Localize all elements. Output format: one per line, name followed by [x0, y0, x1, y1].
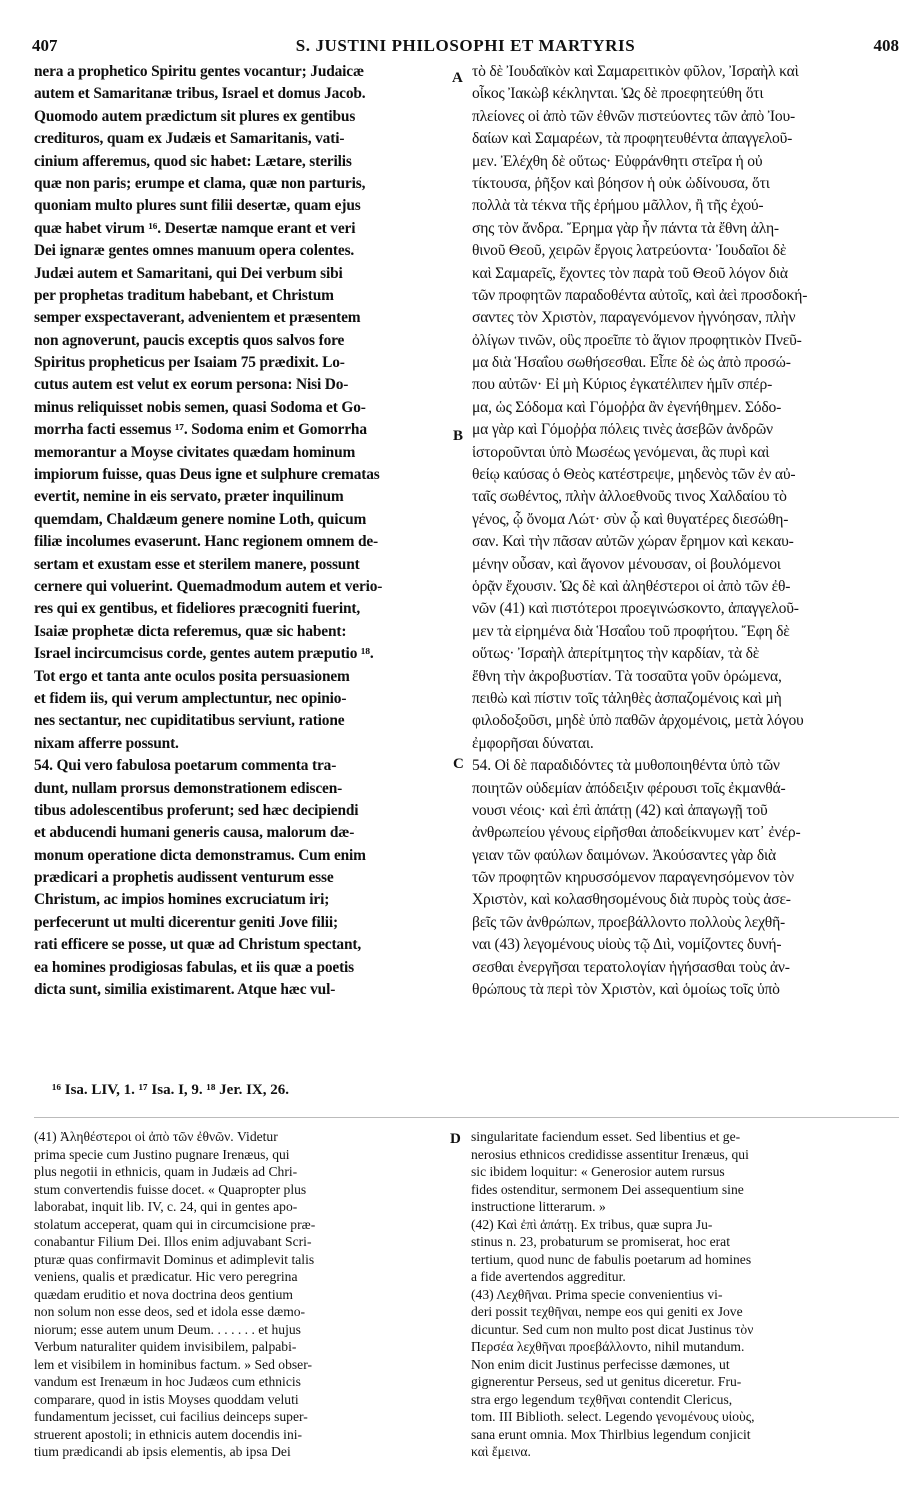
- note-line: fundamentum jecisset, cui facilius deinceps super-: [34, 1409, 308, 1424]
- greek-text-line: πλείονες οἱ ἀπὸ τῶν ἐθνῶν πιστεύοντες τῶν ἀπὸ Ἰου-: [472, 107, 796, 125]
- greek-text-line: νουσι νέοις· καὶ ἐπὶ ἀπάτῃ (42) καὶ ἀπαγωγῇ τοῦ: [472, 801, 768, 819]
- greek-text-line: ὁρᾷν ἔχουσιν. Ὡς δὲ καὶ ἀληθέστεροι οἱ ἀπὸ τῶν ἐθ-: [472, 577, 791, 595]
- note-line: Verbum naturaliter quidem invisibilem, palpabi-: [34, 1339, 297, 1354]
- latin-text-line: quemdam, Chaldæum genere nomine Loth, quicum: [34, 510, 367, 528]
- note-line: sana erunt omnia. Mox Thirlbius legendum conjicit: [471, 1426, 751, 1442]
- note-line: vandum est Irenæum in hoc Judæos cum ethnicis: [34, 1374, 301, 1389]
- latin-text-line: nixam afferre possunt.: [34, 734, 179, 752]
- note-line: a fide avertendos aggreditur.: [471, 1269, 626, 1284]
- greek-text-line: 54. Οἱ δὲ παραδιδόντες τὰ μυθοποιηθέντα ὑπὸ τῶν: [472, 757, 780, 775]
- margin-letter-c: C: [453, 756, 464, 772]
- note-line: sic ibidem loquitur: « Generosior autem rursus: [471, 1164, 725, 1179]
- greek-text-line: οὕτως· Ἰσραὴλ ἀπερίτμητος τὴν καρδίαν, τὰ δὲ: [472, 645, 760, 663]
- note-line: καὶ ἔμεινα.: [471, 1444, 531, 1459]
- greek-text-line: ναι (43) λεγομένους υἱοὺς τῷ Διὶ, νομίζοντες δυνή-: [472, 936, 782, 954]
- note-line: dicuntur. Sed cum non multo post dicat Justinus τὸν: [471, 1321, 754, 1337]
- latin-text-line: evertit, nemine in eis servato, præter inquilinum: [34, 488, 344, 506]
- footnote-divider: [34, 1117, 899, 1118]
- latin-text-line: et abducendi humani generis causa, malorum dæ-: [34, 824, 355, 842]
- note-line: singularitate faciendum esset. Sed libentius et ge-: [471, 1129, 741, 1144]
- note-line: nerosius ethnicos credidisse assentitur Irenæus, qui: [471, 1146, 749, 1162]
- note-line: instructione litterarum. »: [471, 1199, 606, 1214]
- note-line: (43) Λεχθῆναι. Prima specie convenientius vi-: [471, 1286, 723, 1302]
- note-line: tium prædicandi ab ipsis elementis, ab ipsa Dei: [34, 1444, 291, 1459]
- greek-text-line: μα διὰ Ἡσαΐου σωθήσεσθαι. Εἶπε δὲ ὡς ἀπὸ προσώ-: [472, 354, 791, 372]
- greek-text-line: μεν. Ἐλέχθη δὲ οὕτως· Εὐφράνθητι στεῖρα ἡ οὐ: [472, 152, 763, 170]
- greek-text-line: θείῳ καύσας ὁ Θεὸς κατέστρεψε, μηδενὸς τῶν ἐν αὐ-: [472, 466, 796, 484]
- latin-text-line: minus reliquisset nobis semen, quasi Sodoma et Go-: [34, 398, 366, 416]
- greek-text-line: νῶν (41) καὶ πιστότεροι προεγινώσκοντο, ἀπαγγελοῦ-: [472, 600, 799, 618]
- latin-text-line: prædicari a prophetis audissent venturum esse: [34, 869, 334, 887]
- greek-text-line: ἀνθρωπείου γένους εἰρῆσθαι ἀποδείκνυμεν κατ᾽ ἐνέρ-: [472, 824, 801, 842]
- note-line: conabantur Filium Dei. Illos enim adjuvabant Scri-: [34, 1234, 312, 1249]
- greek-text-line: βεῖς τῶν ἀνθρώπων, προεβάλλοντο πολλοὺς λεχθῆ-: [472, 913, 786, 931]
- note-line: struerent apostoli; in ethnicis autem docendis ini-: [34, 1426, 303, 1442]
- latin-text-line: memorantur a Moyse civitates quædam hominum: [34, 443, 356, 461]
- greek-text-line: μα γὰρ καὶ Γόμοῤῥα πόλεις τινὲς ἀσεβῶν ἀνδρῶν: [472, 421, 773, 439]
- greek-text-line: ταῖς σωθέντος, πλὴν ἀλλοεθνοῦς τινος Χαλδαίου τὸ: [472, 488, 787, 506]
- note-line: Non enim dicit Justinus perfecisse dæmones, ut: [471, 1356, 730, 1372]
- latin-text-line: cinium afferemus, quod sic habet: Lætare, sterilis: [34, 152, 352, 170]
- latin-text-line: Christum, ac impios homines excruciatum iri;: [34, 891, 330, 909]
- latin-text-line: res qui ex gentibus, et fideliores præcogniti fuerint,: [34, 600, 361, 618]
- note-line: stinus n. 23, probaturum se promiserat, hoc erat: [471, 1234, 730, 1249]
- greek-text-line: θινοῦ Θεοῦ, χειρῶν ἔργοις λατρεύοντα· Ἰουδαῖοι δὲ: [472, 242, 787, 260]
- greek-text-line: καὶ Σαμαρεῖς, ἔχοντες τὸν παρὰ τοῦ Θεοῦ λόγον διὰ: [472, 264, 788, 282]
- latin-text-line: quæ non paris; erumpe et clama, quæ non parturis,: [34, 174, 366, 192]
- note-line: Περσέα λεχθῆναι προεβάλλοντο, nihil mutandum.: [471, 1339, 745, 1354]
- latin-text-line: Isaiæ prophetæ dicta referemus, quæ sic habent:: [34, 622, 347, 640]
- latin-text-line: Israel incircumcisus corde, gentes autem præputio ¹⁸.: [34, 645, 374, 663]
- note-line: tertium, quod nunc de fabulis poetarum ad homines: [471, 1251, 752, 1267]
- page-number-right: 408: [873, 36, 899, 55]
- latin-column: [34, 61, 444, 1001]
- latin-text-line: dicta sunt, similia existimarent. Atque hæc vul-: [34, 981, 336, 999]
- greek-column: [472, 61, 904, 1001]
- latin-text-line: quoniam multo plures sunt filii desertæ, quam ejus: [34, 197, 361, 215]
- latin-text-line: sertam et exustam esse et sterilem manere, possunt: [34, 555, 360, 573]
- greek-text-line: ποιητῶν οὐδεμίαν ἀπόδειξιν φέρουσι τοῖς ἐκμανθά-: [472, 779, 786, 797]
- note-line: tom. III Biblioth. select. Legendo γενομένους υἱοὺς,: [471, 1409, 755, 1424]
- greek-text-line: μένην οὖσαν, καὶ ἄγονον μένουσαν, οἱ βουλόμενοι: [472, 555, 781, 573]
- greek-text-line: τὸ δὲ Ἰουδαϊκὸν καὶ Σαμαρειτικὸν φῦλον, Ἰσραὴλ καὶ: [472, 63, 799, 80]
- note-line: stolatum acceperat, quam qui in circumcisione præ-: [34, 1216, 316, 1232]
- note-line: comparare, quod in istis Moyses quoddam veluti: [34, 1391, 299, 1407]
- margin-letter-b: B: [453, 428, 464, 444]
- running-header: [32, 36, 899, 58]
- latin-text-line: semper exspectaverant, advenientem et præsentem: [34, 309, 361, 327]
- latin-text-line: Tot ergo et tanta ante oculos posita persuasionem: [34, 667, 350, 685]
- latin-text-line: et fidem iis, qui verum amplectuntur, nec opinio-: [34, 689, 347, 707]
- greek-text-line: σεσθαι ἐνεργῆσαι τερατολογίαν ἡγήσασθαι τοὺς ἀν-: [472, 958, 790, 976]
- latin-text-line: morrha facti essemus ¹⁷. Sodoma enim et Gomorrha: [34, 421, 367, 439]
- running-title: S. JUSTINI PHILOSOPHI ET MARTYRIS: [295, 36, 636, 55]
- greek-text-line: πειθὼ καὶ πίστιν τοῖς τἀληθὲς ἀσπαζομένοις καὶ μὴ: [472, 689, 782, 707]
- latin-text-line: nes sectantur, nec cupiditatibus serviunt, ratione: [34, 712, 345, 730]
- latin-text-line: tibus adolescentibus proferunt; sed hæc decipiendi: [34, 801, 359, 819]
- greek-text-line: δαίων καὶ Σαμαρέων, τὰ προφητευθέντα ἀπαγγελοῦ-: [472, 130, 793, 148]
- note-line: veniens, qualis et prædicatur. Hic vero peregrina: [34, 1269, 298, 1284]
- greek-text-line: τίκτουσα, ῥῆξον καὶ βόησον ἡ οὐκ ὠδίνουσα, ὅτι: [472, 174, 770, 192]
- greek-text-line: φιλοδοξοῦσι, μηδὲ ὑπὸ παθῶν ἀρχομένοις, μετὰ λόγου: [472, 712, 804, 730]
- note-line: stra ergo legendum τεχθῆναι contendit Clericus,: [471, 1391, 733, 1407]
- greek-text-line: θρώπους τὰ περὶ τὸν Χριστὸν, καὶ ὁμοίως τοῖς ὑπὸ: [472, 981, 780, 999]
- page-number-left: 407: [32, 36, 58, 55]
- margin-letter-d: D: [450, 1131, 461, 1147]
- latin-text-line: Dei ignaræ gentes omnes manuum opera colentes.: [34, 242, 355, 260]
- greek-text-line: μεν τὰ εἰρημένα διὰ Ἡσαΐου τοῦ προφήτου. Ἔφη δὲ: [472, 622, 790, 640]
- latin-text-line: credituros, quam ex Judæis et Samaritanis, vati-: [34, 130, 345, 148]
- notes-right-column: [471, 1128, 903, 1461]
- latin-text-line: nera a prophetico Spiritu gentes vocantur; Judaicæ: [34, 63, 364, 80]
- greek-text-line: γειαν τῶν φαύλων δαιμόνων. Ἀκούσαντες γὰρ διὰ: [472, 846, 776, 864]
- notes-left-column: [34, 1128, 444, 1461]
- greek-text-line: πολλὰ τὰ τέκνα τῆς ἐρήμου μᾶλλον, ἢ τῆς ἐχού-: [472, 197, 764, 215]
- note-line: stum convertendis fuisse docet. « Quapropter plus: [34, 1181, 307, 1197]
- note-line: (42) Καὶ ἐπὶ ἀπάτῃ. Ex tribus, quæ supra Ju-: [471, 1216, 713, 1232]
- greek-text-line: ἔθνη τὴν ἀκροβυστίαν. Τὰ τοσαῦτα γοῦν ὁρώμενα,: [472, 667, 782, 685]
- greek-text-line: που αὐτῶν· Εἰ μὴ Κύριος ἐγκατέλιπεν ἡμῖν σπέρ-: [472, 376, 773, 394]
- greek-text-line: οἶκος Ἰακὼβ κέκληνται. Ὡς δὲ προεφητεύθη ὅτι: [472, 85, 764, 103]
- scripture-footnotes: ¹⁶ Isa. LIV, 1. ¹⁷ Isa. I, 9. ¹⁸ Jer. IX, 26.: [52, 1082, 290, 1098]
- note-line: niorum; esse autem unum Deum. . . . . . . et hujus: [34, 1321, 301, 1337]
- note-line: (41) Ἀληθέστεροι οἱ ἀπὸ τῶν ἐθνῶν. Videtur: [34, 1129, 278, 1144]
- latin-text-line: ea homines prodigiosas fabulas, et iis quæ a poetis: [34, 958, 355, 976]
- latin-text-line: quæ habet virum ¹⁶. Desertæ namque erant et veri: [34, 219, 356, 237]
- note-line: prima specie cum Justino pugnare Irenæus, qui: [34, 1146, 290, 1162]
- greek-text-line: μα, ὡς Σόδομα καὶ Γόμοῤῥα ἂν ἐγενήθημεν. Σόδο-: [472, 398, 782, 416]
- greek-text-line: γένος, ᾧ ὄνομα Λώτ· σὺν ᾧ καὶ θυγατέρες διεσώθη-: [472, 510, 789, 528]
- latin-text-line: non agnoverunt, paucis exceptis quos salvos fore: [34, 331, 345, 349]
- note-line: plus negotii in ethnicis, quam in Judæis ad Chri-: [34, 1164, 298, 1179]
- greek-text-line: σης τὸν ἄνδρα. Ἔρημα γὰρ ἦν πάντα τὰ ἔθνη ἀλη-: [472, 219, 779, 237]
- note-line: quædam eruditio et nova doctrina deos gentium: [34, 1286, 293, 1302]
- greek-text-line: σαντες τὸν Χριστὸν, παραγενόμενον ἠγνόησαν, πλὴν: [472, 309, 796, 327]
- greek-text-line: τῶν προφητῶν κηρυσσόμενον παραγενησόμενον τὸν: [472, 869, 794, 887]
- greek-text-line: σαν. Καὶ τὴν πᾶσαν αὐτῶν χώραν ἔρημον καὶ κεκαυ-: [472, 533, 794, 551]
- latin-text-line: Quomodo autem prædictum sit plures ex gentibus: [34, 107, 356, 125]
- greek-text-line: Χριστὸν, καὶ κολασθησομένους διὰ πυρὸς τοὺς ἀσε-: [472, 891, 791, 909]
- latin-text-line: monum operatione dicta demonstramus. Cum enim: [34, 846, 366, 864]
- latin-text-line: 54. Qui vero fabulosa poetarum commenta tra-: [34, 757, 337, 775]
- margin-letter-a: A: [452, 70, 463, 86]
- latin-text-line: Spiritus propheticus per Isaiam 75 prædixit. Lo-: [34, 354, 345, 372]
- note-line: deri possit τεχθῆναι, nempe eos qui geniti ex Jove: [471, 1304, 743, 1319]
- note-line: laborabat, inquit lib. IV, c. 24, qui in gentes apo-: [34, 1199, 298, 1214]
- latin-text-line: perfecerunt ut multi dicerentur geniti Jove filii;: [34, 913, 338, 931]
- latin-text-line: autem et Samaritanæ tribus, Israel et domus Jacob.: [34, 85, 366, 103]
- latin-text-line: impiorum fuisse, quas Deus igne et sulphure crematas: [34, 466, 380, 484]
- note-line: non solum non esse deos, sed et idola esse dæmo-: [34, 1304, 306, 1319]
- latin-text-line: cutus autem est velut ex eorum persona: Nisi Do-: [34, 376, 349, 394]
- latin-text-line: per prophetas traditum habebant, et Christum: [34, 286, 334, 304]
- latin-text-line: dunt, nullam prorsus demonstrationem ediscen-: [34, 779, 343, 797]
- greek-text-line: ὀλίγων τινῶν, οὓς προεῖπε τὸ ἅγιον προφητικὸν Πνεῦ-: [472, 331, 802, 349]
- latin-text-line: Judæi autem et Samaritani, qui Dei verbum sibi: [34, 264, 343, 282]
- latin-text-line: cernere qui voluerint. Quemadmodum autem et verio-: [34, 577, 383, 595]
- note-line: pturæ quas confirmavit Dominus et adimplevit talis: [34, 1251, 315, 1267]
- latin-text-line: rati efficere se posse, ut quæ ad Christum spectant,: [34, 936, 362, 954]
- greek-text-line: ἐμφορῆσαι δύναται.: [472, 734, 594, 752]
- note-line: gignerentur Perseus, sed ut genitus diceretur. Fru-: [471, 1374, 742, 1389]
- note-line: fides ostenditur, sermonem Dei assequentium sine: [471, 1181, 744, 1197]
- note-line: lem et visibilem in hominibus factum. » Sed obser-: [34, 1356, 312, 1372]
- greek-text-line: τῶν προφητῶν παραδοθέντα αὐτοῖς, καὶ ἀεὶ προσδοκή-: [472, 286, 808, 304]
- latin-text-line: filiæ incolumes evaserunt. Hanc regionem omnem de-: [34, 533, 379, 551]
- greek-text-line: ἱστοροῦνται ὑπὸ Μωσέως γενόμεναι, ἃς πυρὶ καὶ: [472, 443, 770, 461]
